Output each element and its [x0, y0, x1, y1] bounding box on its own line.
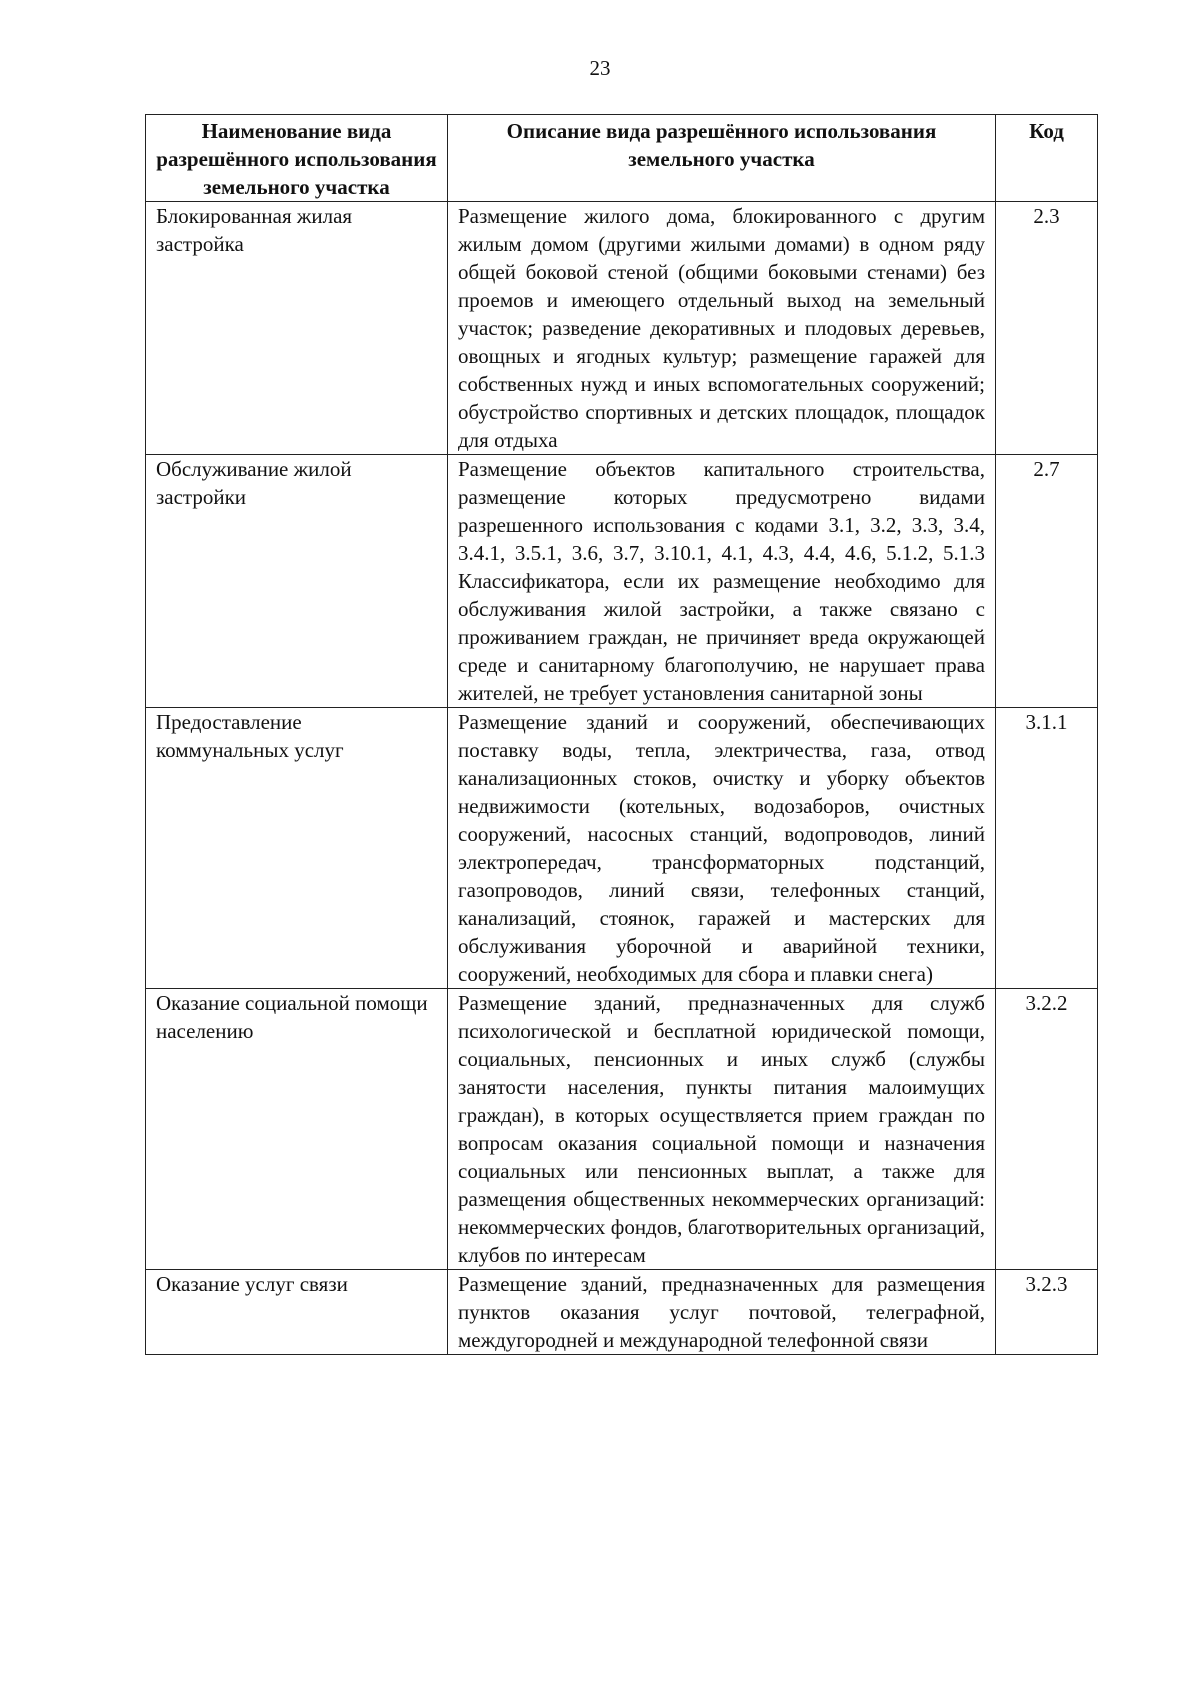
row-name: Оказание социальной помощи населению [146, 989, 448, 1270]
row-description: Размещение зданий и сооружений, обеспечивающих поставку воды, тепла, электричества, газа, отвод канализационных стоков, очистку и уборку объектов недвижимости (котельных, водозаборов, очистных сооружений, насосных станций, водопроводов, линий электропередач, трансформаторных подстанций, газопроводов, линий связи, телефонных станций, канализаций, стоянок, гаражей и мастерских для обслуживания уборочной и аварийной техники, сооружений, необходимых для сбора и плавки снега) [448, 708, 996, 989]
table-row [146, 455, 1098, 708]
row-description: Размещение объектов капитального строительства, размещение которых предусмотрено видами разрешенного использования с кодами 3.1, 3.2, 3.3, 3.4, 3.4.1, 3.5.1, 3.6, 3.7, 3.10.1, 4.1, 4.3, 4.4, 4.6, 5.1.2, 5.1.3 Классификатора, если их размещение необходимо для обслуживания жилой застройки, а также связано с проживанием граждан, не причиняет вреда окружающей среде и санитарному благополучию, не нарушает права жителей, не требует установления санитарной зоны [448, 455, 996, 708]
row-code: 3.2.3 [996, 1270, 1098, 1355]
table-row [146, 708, 1098, 989]
row-code: 2.3 [996, 202, 1098, 455]
header-description: Описание вида разрешённого использования земельного участка [448, 115, 996, 202]
page-number: 23 [589, 56, 611, 80]
row-code: 3.2.2 [996, 989, 1098, 1270]
row-description: Размещение зданий, предназначенных для размещения пунктов оказания услуг почтовой, телеграфной, междугородней и международной телефонной связи [448, 1270, 996, 1355]
row-code: 2.7 [996, 455, 1098, 708]
row-name: Обслуживание жилой застройки [146, 455, 448, 708]
row-name: Оказание услуг связи [146, 1270, 448, 1355]
table-row [146, 989, 1098, 1270]
table-row [146, 1270, 1098, 1355]
header-code: Код [996, 115, 1098, 202]
row-name: Блокированная жилая застройка [146, 202, 448, 455]
row-description: Размещение жилого дома, блокированного с другим жилым домом (другими жилыми домами) в одном ряду общей боковой стеной (общими боковыми стенами) без проемов и имеющего отдельный выход на земельный участок; разведение декоративных и плодовых деревьев, овощных и ягодных культур; размещение гаражей для собственных нужд и иных вспомогательных сооружений; обустройство спортивных и детских площадок, площадок для отдыха [448, 202, 996, 455]
header-name: Наименование вида разрешённого использования земельного участка [146, 115, 448, 202]
row-description: Размещение зданий, предназначенных для служб психологической и бесплатной юридической помощи, социальных, пенсионных и иных служб (службы занятости населения, пункты питания малоимущих граждан), в которых осуществляется прием граждан по вопросам оказания социальной помощи и назначения социальных или пенсионных выплат, а также для размещения общественных некоммерческих организаций: некоммерческих фондов, благотворительных организаций, клубов по интересам [448, 989, 996, 1270]
row-code: 3.1.1 [996, 708, 1098, 989]
table-header-row [146, 115, 1098, 202]
row-name: Предоставление коммунальных услуг [146, 708, 448, 989]
table-row [146, 202, 1098, 455]
land-use-table [145, 114, 1098, 1355]
